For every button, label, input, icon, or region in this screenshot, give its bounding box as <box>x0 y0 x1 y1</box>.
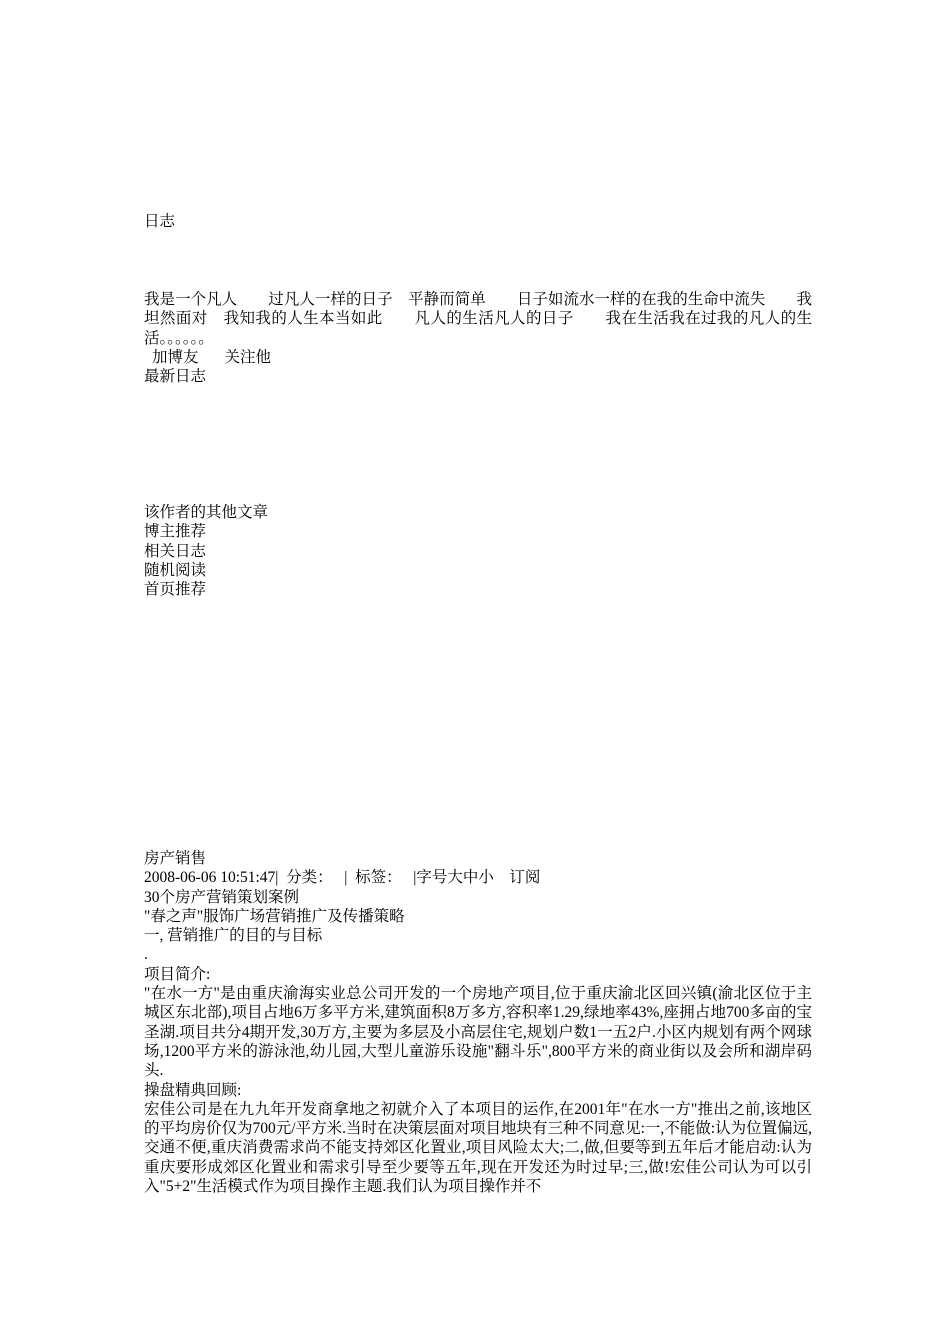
post-meta: 2008-06-06 10:51:47| 分类： | 标签： |字号大中小 订阅 <box>144 869 541 887</box>
post-heading: 30个房产营销策划案例 <box>144 888 300 906</box>
add-friend-link[interactable]: 加博友 <box>152 348 199 366</box>
review-text: 宏佳公司是在九九年开发商拿地之初就介入了本项目的运作,在2001年"在水一方"推出之前,该地区的平均房价仅为700元/平方米.当时在决策层面对项目地块有三种不同意见:一,不能做:认为位置偏远,交通不便,重庆消费需求尚不能支持郊区化置业,项目风险太大;二,做,但要等到五年后才能启动:认为重庆要形成郊区化置业和需求引导至少要等五年,现在开发还为时过早;三,做!宏佳公司认为可以引入"5+2"生活模式作为项目操作主题.我们认为项目操作并不 <box>144 1100 812 1196</box>
post-article <box>144 849 812 1196</box>
latest-posts-heading: 最新日志 <box>144 368 207 386</box>
post-subheading: "春之声"服饰广场营销推广及传播策略 <box>144 907 405 925</box>
project-intro-text: "在水一方"是由重庆渝海实业总公司开发的一个房地产项目,位于重庆渝北区回兴镇(渝北区位于主城区东北部),项目占地6万多平方米,建筑面积8万多方,容积率1.29,绿地率43%,座拥占地700多亩的宝圣湖.项目共分4期开发,30万方,主要为多层及小高层住宅,规划户数1一五2户.小区内规划有两个网球场,1200平方米的游泳池,幼儿园,大型儿童游乐设施"翻斗乐",800平方米的商业街以及会所和湖岸码头. <box>144 985 812 1080</box>
project-intro-label: 项目简介: <box>144 965 211 983</box>
page-title: 日志 <box>144 213 176 230</box>
follow-link[interactable]: 关注他 <box>224 348 272 366</box>
post-section-heading: 一, 营销推广的目的与目标 <box>144 927 323 945</box>
related-posts-heading: 相关日志 <box>144 542 207 560</box>
page-header <box>144 212 812 231</box>
profile-section <box>144 290 812 386</box>
blogger-recommend-heading: 博主推荐 <box>144 523 207 541</box>
sidebar-sections <box>144 503 812 599</box>
post-category-title: 房产销售 <box>144 850 207 867</box>
review-label: 操盘精典回顾: <box>144 1081 242 1099</box>
random-reading-heading: 随机阅读 <box>144 561 207 579</box>
post-separator-dot: . <box>144 946 148 964</box>
profile-actions <box>144 348 812 367</box>
author-other-articles-heading: 该作者的其他文章 <box>144 504 269 521</box>
profile-intro: 我是一个凡人 过凡人一样的日子 平静而简单 日子如流水一样的在我的生命中流失 我坦然面对 我知我的人生本当如此 凡人的生活凡人的日子 我在生活我在过我的凡人的生活。。。。。。 <box>144 291 812 347</box>
home-recommend-heading: 首页推荐 <box>144 581 207 599</box>
